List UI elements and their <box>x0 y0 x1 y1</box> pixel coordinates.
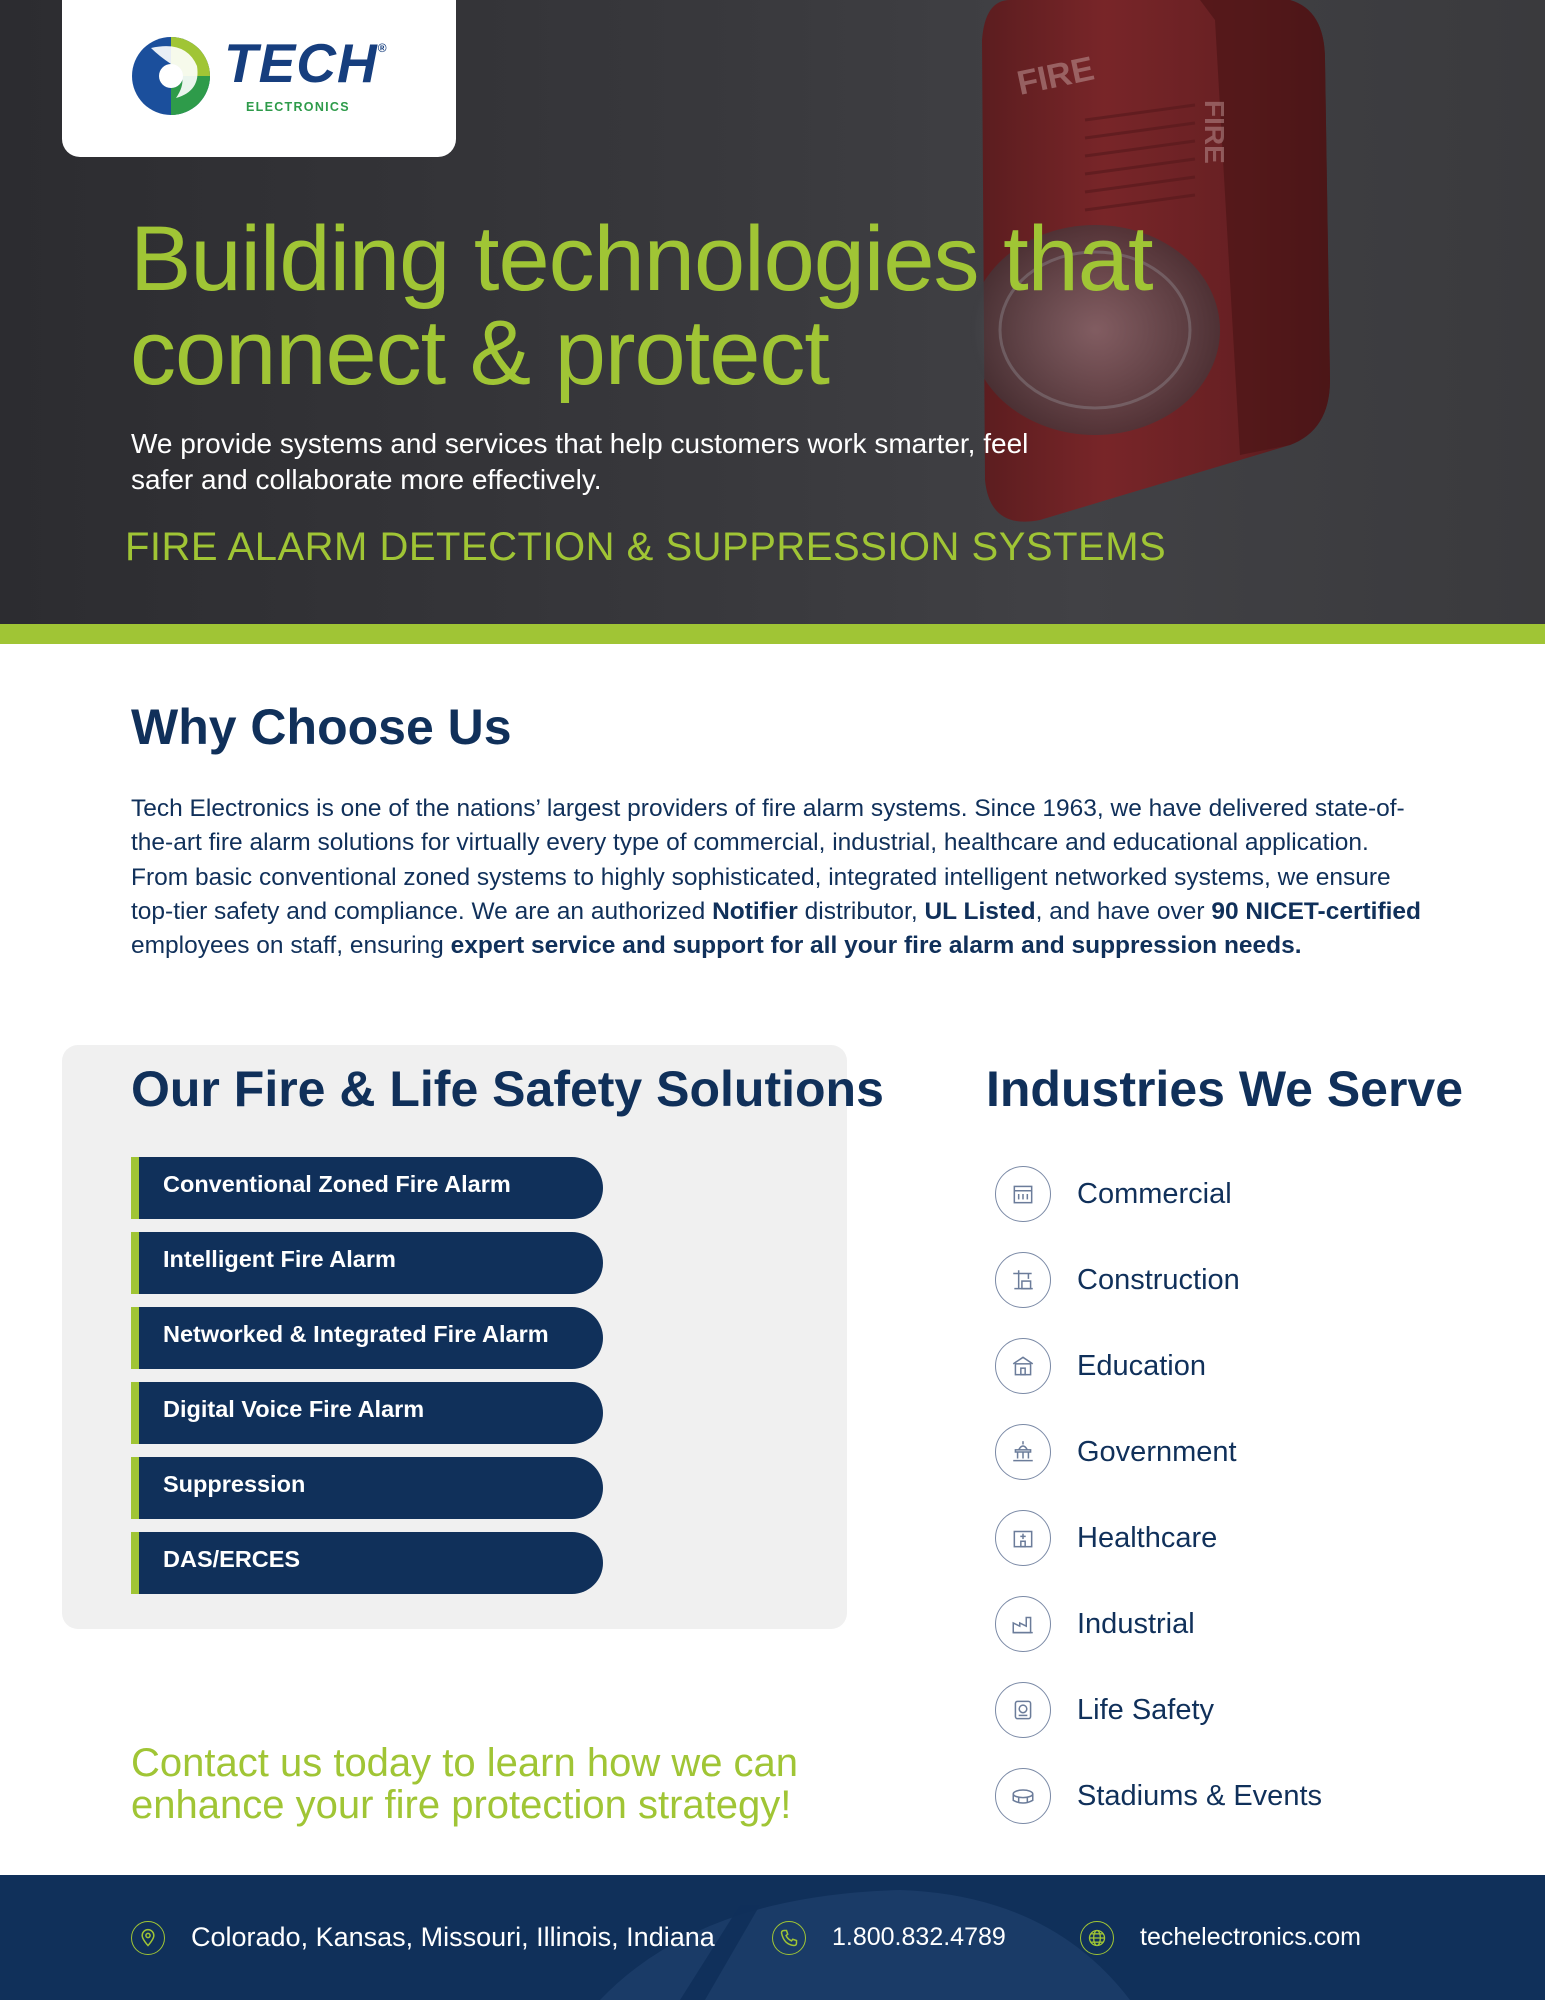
industry-healthcare[interactable] <box>995 1510 1455 1596</box>
contact-callout <box>131 1742 891 1826</box>
commercial-building-icon <box>995 1166 1051 1222</box>
fire-label-front: FIRE <box>1013 49 1098 103</box>
industries-heading: Industries We Serve <box>986 1061 1464 1117</box>
industry-label: Government <box>1077 1436 1237 1468</box>
footer-website-link[interactable]: techelectronics.com <box>1140 1923 1361 1951</box>
industry-label: Education <box>1077 1350 1206 1382</box>
footer-website[interactable] <box>1080 1875 1361 2000</box>
logo-wordmark: TECH® <box>224 32 388 94</box>
industry-label: Construction <box>1077 1264 1240 1296</box>
industry-stadiums-events[interactable] <box>995 1768 1455 1854</box>
contact-line2: enhance your fire protection strategy! <box>131 1783 792 1827</box>
globe-icon <box>1080 1921 1114 1955</box>
hero-title-line2: connect & protect <box>130 302 829 404</box>
industry-industrial[interactable] <box>995 1596 1455 1682</box>
footer-locations-text: Colorado, Kansas, Missouri, Illinois, Indiana <box>191 1922 715 1952</box>
solution-item-networked[interactable]: Networked & Integrated Fire Alarm <box>131 1307 603 1369</box>
industry-life-safety[interactable] <box>995 1682 1455 1768</box>
solution-item-conventional[interactable]: Conventional Zoned Fire Alarm <box>131 1157 603 1219</box>
industry-label: Commercial <box>1077 1178 1232 1210</box>
tech-logo-icon <box>131 36 211 116</box>
industry-label: Life Safety <box>1077 1694 1215 1726</box>
solution-item-intelligent[interactable]: Intelligent Fire Alarm <box>131 1232 603 1294</box>
solution-item-suppression[interactable]: Suppression <box>131 1457 603 1519</box>
logo-subtitle: ELECTRONICS <box>246 100 350 114</box>
stadium-icon <box>995 1768 1051 1824</box>
hospital-building-icon <box>995 1510 1051 1566</box>
fire-label-side: FIRE <box>1199 100 1230 164</box>
why-choose-us-body: Tech Electronics is one of the nations’ largest providers of fire alarm systems. Since 1963, we have delivered state-of-the-art fire alarm solutions for virtually every type of commercial, industrial, healthcare and educational application. From basic conventional zoned systems to highly sophisticated, integrated intelligent networked systems, we ensure top-tier safety and compliance. We are an authorized Notifier distributor, UL Listed, and have over 90 NICET-certified employees on staff, ensuring expert service and support for all your fire alarm and suppression needs. <box>131 795 1422 960</box>
industry-label: Healthcare <box>1077 1522 1218 1554</box>
industries-list <box>995 1166 1455 1854</box>
industry-construction[interactable] <box>995 1252 1455 1338</box>
phone-icon <box>772 1921 806 1955</box>
location-pin-icon <box>131 1921 165 1955</box>
solution-item-digital-voice[interactable]: Digital Voice Fire Alarm <box>131 1382 603 1444</box>
footer <box>0 1875 1545 2000</box>
solutions-list <box>131 1157 603 1607</box>
capitol-building-icon <box>995 1424 1051 1480</box>
solution-item-das-erces[interactable]: DAS/ERCES <box>131 1532 603 1594</box>
hero-accent-bar <box>0 624 1545 644</box>
why-choose-us-heading: Why Choose Us <box>131 699 512 755</box>
industry-label: Industrial <box>1077 1608 1195 1640</box>
footer-phone-text[interactable]: 1.800.832.4789 <box>832 1923 1006 1951</box>
factory-icon <box>995 1596 1051 1652</box>
industry-commercial[interactable] <box>995 1166 1455 1252</box>
hero-subtitle <box>131 426 1131 498</box>
construction-crane-icon <box>995 1252 1051 1308</box>
industry-education[interactable] <box>995 1338 1455 1424</box>
hero-tagline: FIRE ALARM DETECTION & SUPPRESSION SYSTEMS <box>125 525 1167 569</box>
school-building-icon <box>995 1338 1051 1394</box>
hero-subtitle-line2: safer and collaborate more effectively. <box>131 464 602 495</box>
registered-mark: ® <box>377 41 388 55</box>
footer-phone[interactable] <box>772 1875 1006 2000</box>
industry-label: Stadiums & Events <box>1077 1780 1322 1812</box>
industry-government[interactable] <box>995 1424 1455 1510</box>
hero-title <box>130 208 1280 404</box>
solutions-heading: Our Fire & Life Safety Solutions <box>131 1061 884 1117</box>
hero-title-line1: Building technologies that <box>130 208 1153 310</box>
fire-alarm-icon <box>995 1682 1051 1738</box>
footer-locations <box>131 1875 715 2000</box>
logo-card[interactable] <box>62 0 456 157</box>
contact-line1: Contact us today to learn how we can <box>131 1741 799 1785</box>
hero-subtitle-line1: We provide systems and services that help customers work smarter, feel <box>131 428 1029 459</box>
